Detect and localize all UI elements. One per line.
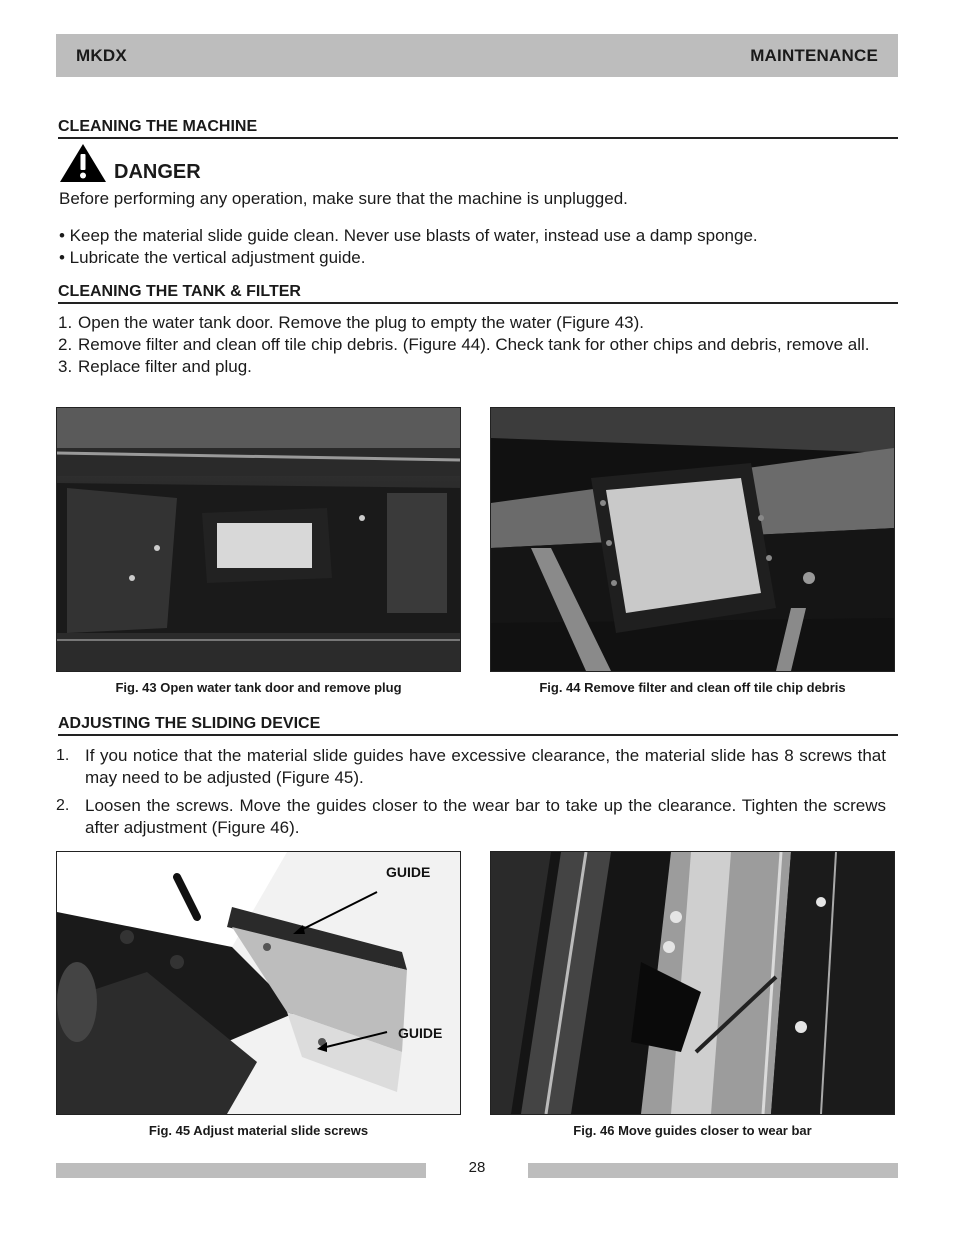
page-header bbox=[56, 34, 898, 77]
list-item: 1. Open the water tank door. Remove the plug to empty the water (Figure 43). bbox=[58, 313, 645, 332]
section-adjusting: ADJUSTING THE SLIDING DEVICE bbox=[58, 715, 898, 736]
tank-steps-list bbox=[58, 312, 878, 378]
section-cleaning-tank: CLEANING THE TANK & FILTER bbox=[58, 283, 898, 304]
slide-steps-list bbox=[56, 745, 886, 839]
guide-label: GUIDE bbox=[386, 864, 431, 880]
fig45-caption: Fig. 45 Adjust material slide screws bbox=[148, 1123, 369, 1138]
page-number: 28 bbox=[468, 1159, 486, 1176]
fig45-photo bbox=[56, 851, 461, 1115]
section-cleaning-machine: CLEANING THE MACHINE bbox=[58, 118, 898, 139]
fig46-caption: Fig. 46 Move guides closer to wear bar bbox=[573, 1123, 812, 1138]
footer-bar-right bbox=[528, 1163, 898, 1178]
bullet-item: • Keep the material slide guide clean. Never use blasts of water, instead use a damp sponge. bbox=[59, 226, 758, 245]
header-section: MAINTENANCE bbox=[750, 45, 878, 65]
list-item: 2. Remove filter and clean off tile chip debris. (Figure 44). Check tank for other chips and debris, remove all. bbox=[58, 335, 870, 354]
fig44-photo bbox=[490, 407, 895, 672]
guide-label: GUIDE bbox=[398, 1025, 443, 1041]
fig43-caption: Fig. 43 Open water tank door and remove plug bbox=[115, 680, 402, 695]
danger-text: Before performing any operation, make sure that the machine is unplugged. bbox=[59, 189, 628, 208]
list-item: 3. Replace filter and plug. bbox=[58, 357, 252, 376]
list-item: 1. If you notice that the material slide guides have excessive clearance, the material slide has 8 screws that may need to be adjusted (Figure 45). bbox=[56, 746, 886, 787]
warning-triangle-icon bbox=[58, 142, 108, 184]
fig46-photo bbox=[490, 851, 895, 1115]
danger-notice bbox=[58, 142, 201, 184]
danger-title: DANGER bbox=[114, 161, 201, 183]
header-model: MKDX bbox=[76, 45, 127, 65]
fig43-photo bbox=[56, 407, 461, 672]
footer-bar-left bbox=[56, 1163, 426, 1178]
list-item: 2. Loosen the screws. Move the guides closer to the wear bar to take up the clearance. Tighten the screws after adjustment (Figure 46). bbox=[56, 796, 886, 837]
bullet-item: • Lubricate the vertical adjustment guide. bbox=[59, 248, 366, 267]
fig44-caption: Fig. 44 Remove filter and clean off tile chip debris bbox=[539, 680, 846, 695]
